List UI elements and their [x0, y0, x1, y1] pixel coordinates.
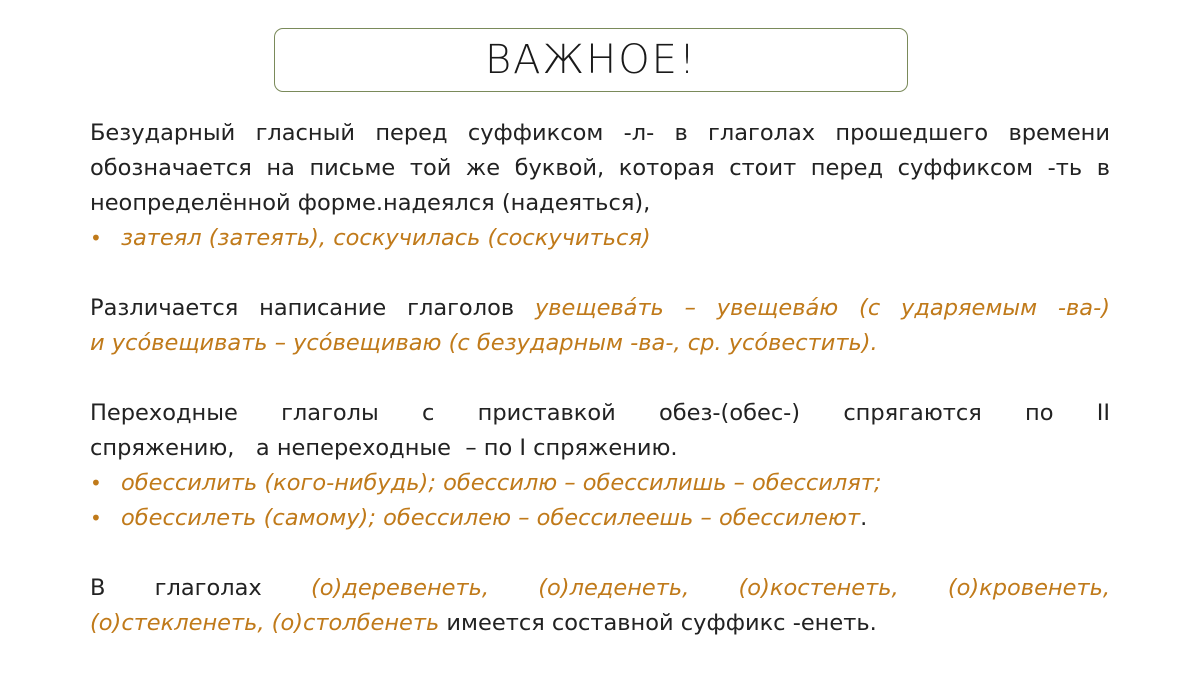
spacer: [90, 256, 1110, 291]
rule-4-suffix: енеть: [800, 610, 870, 636]
rule-3-example-1: [90, 466, 1110, 501]
rule-2-accent-2: и усо́вещивать – усо́вещиваю (с безударным -ва-, ср. усо́вестить).: [90, 330, 878, 356]
example-end: .: [860, 505, 868, 531]
rule-2-line-2: [90, 326, 1110, 361]
rule-4-text: В глаголах: [90, 575, 311, 601]
rule-3-example-2: [90, 501, 1110, 536]
bullet-icon: •: [90, 471, 102, 495]
rule-2-line-1: [90, 291, 1110, 326]
bullet-icon: •: [90, 226, 102, 250]
example-text: обессилить (кого-нибудь); обессилю – обессилишь – обессилят;: [121, 470, 882, 496]
content-area: [90, 116, 1110, 641]
spacer: [90, 361, 1110, 396]
example-text: обессилеть (самому); обессилею – обессилеешь – обессилеют: [121, 505, 861, 531]
rule-4-line-1: [90, 571, 1110, 606]
rule-4-line-2: [90, 606, 1110, 641]
rule-3-line-1: Переходные глаголы с приставкой обез-(обес-) спрягаются по II: [90, 400, 1110, 426]
rule-2-text: Различается написание глаголов: [90, 295, 535, 321]
rule-2-accent-1: увещева́ть – увещева́ю (с ударяемым -ва-): [534, 295, 1110, 321]
title-box: [274, 28, 908, 92]
rule-1-line-3: неопределённой форме.надеялся (надеяться),: [90, 190, 651, 216]
example-line: [121, 501, 867, 536]
rule-4-accent-1: (о)деревенеть, (о)леденеть, (о)костенеть, (о)кровенеть,: [311, 575, 1110, 601]
rule-1-line-2: обозначается на письме той же буквой, которая стоит перед суффиксом -ть в: [90, 155, 1110, 181]
rule-1-example: [90, 221, 1110, 256]
rule-4-text-2: имеется составной суффикс -: [439, 610, 801, 636]
rule-4-accent-2: (о)стекленеть, (о)столбенеть: [90, 610, 440, 636]
rule-4-text-3: .: [869, 610, 877, 636]
spacer: [90, 536, 1110, 571]
rule-3-line-2: спряжению, а непереходные – по I спряжению.: [90, 435, 678, 461]
rule-1-line-1: Безударный гласный перед суффиксом -л- в глаголах прошедшего времени: [90, 120, 1110, 146]
page-title: ВАЖНОЕ!: [484, 37, 697, 83]
example-text: затеял (затеять), соскучилась (соскучиться): [121, 225, 651, 251]
bullet-icon: •: [90, 506, 102, 530]
